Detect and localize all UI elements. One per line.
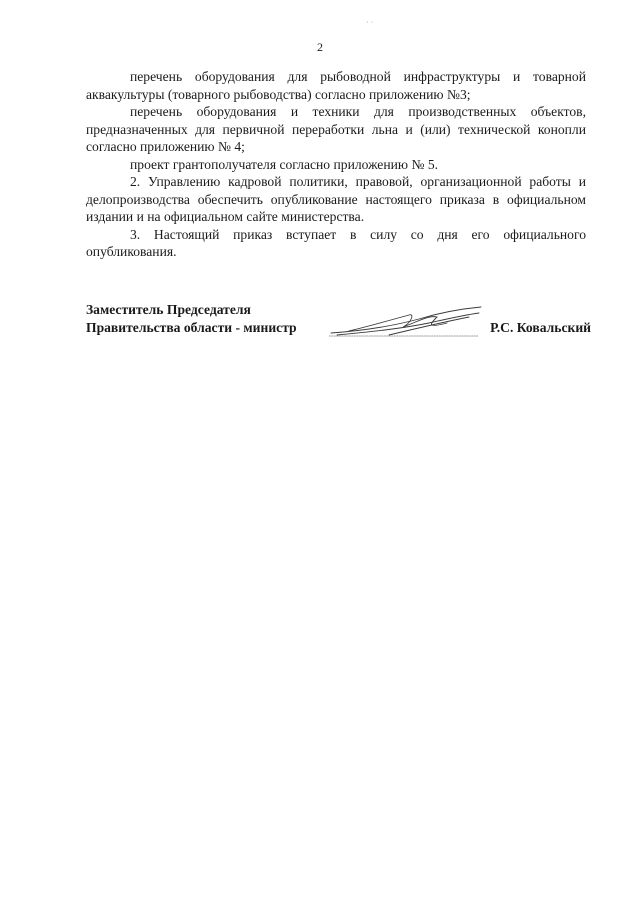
page-number: 2 bbox=[317, 40, 323, 54]
paragraph-grantee-project: проект грантополучателя согласно приложению № 5. bbox=[130, 156, 439, 172]
signature-block bbox=[86, 301, 591, 341]
signer-position-line2: Правительства области - министр bbox=[86, 319, 297, 335]
paragraph-effective-date: 3. Настоящий приказ вступает в силу со дня его официального опубликования. bbox=[86, 226, 586, 259]
paragraph-equipment-fishery: перечень оборудования для рыбоводной инфраструктуры и товарной аквакультуры (товарного рыбоводства) согласно приложению №3; bbox=[86, 69, 586, 102]
signer-name: Р.С. Ковальский bbox=[490, 319, 591, 335]
scan-mark: · · bbox=[366, 18, 374, 27]
paragraph-equipment-flax: перечень оборудования и техники для производственных объектов, предназначенных для первичной переработки льна и (или) технической конопли согласно приложению № 4; bbox=[86, 104, 586, 154]
document-body bbox=[86, 68, 586, 261]
paragraph-publication-order: 2. Управлению кадровой политики, правовой, организационной работы и делопроизводства обеспечить опубликование настоящего приказа в официальном издании и на официальном сайте министерства. bbox=[86, 174, 586, 224]
signer-position-line1: Заместитель Председателя bbox=[86, 302, 251, 317]
handwritten-signature bbox=[329, 305, 484, 337]
